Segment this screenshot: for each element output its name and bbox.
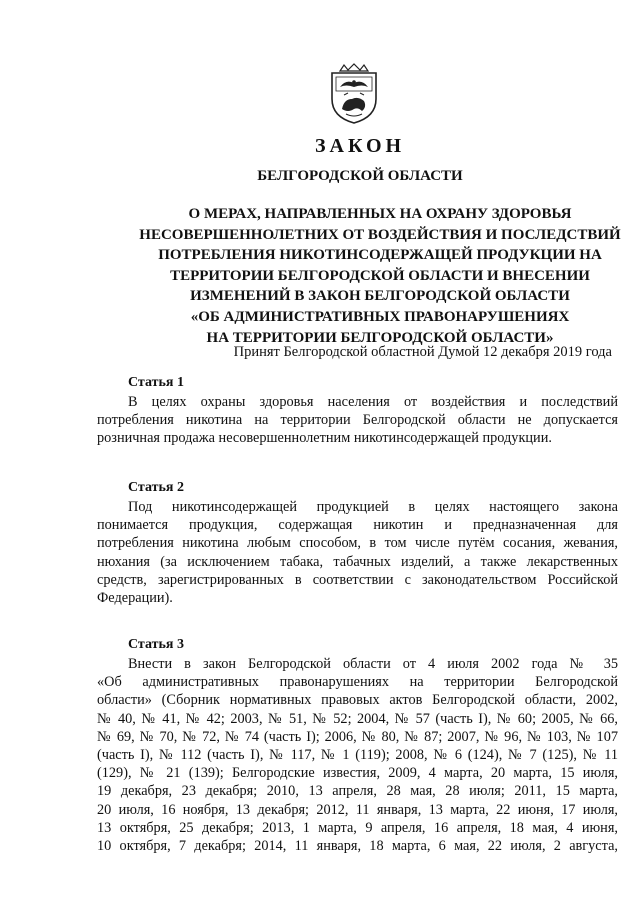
heading-line: ТЕРРИТОРИИ БЕЛГОРОДСКОЙ ОБЛАСТИ И ВНЕСЕНИИ	[170, 267, 590, 284]
article-2-body	[97, 498, 618, 607]
article-line: понимается продукция, содержащая никотин и предназначенная для	[97, 517, 618, 534]
article-line: «Об административных правонарушениях на территории Белгородской	[97, 674, 618, 691]
heading-line: ИЗМЕНЕНИЙ В ЗАКОН БЕЛГОРОДСКОЙ ОБЛАСТИ	[190, 288, 570, 305]
article-line: (часть I), № 112 (часть I), № 117, № 1 (119); 2008, № 6 (124), № 7 (125), № 11	[97, 747, 618, 764]
article-line: нюхания (за исключением табака, табачных изделий, а также лекарственных	[97, 553, 618, 570]
article-1-body	[97, 393, 618, 448]
article-line: Федерации).	[97, 590, 173, 607]
article-line: потребления никотина на территории Белгородской области не допускается	[97, 412, 618, 429]
article-3-body	[97, 655, 618, 855]
article-2-title: Статья 2	[128, 480, 184, 495]
article-line: В целях охраны здоровья населения от воздействия и последствий	[128, 394, 618, 410]
law-title: ЗАКОН	[314, 135, 406, 157]
article-line: № 69, № 70, № 72, № 74 (часть I); 2006, № 80, № 87; 2007, № 96, № 103, № 107	[97, 728, 618, 745]
article-line: области» (Сборник нормативных правовых актов Белгородской области, 2002,	[97, 692, 618, 709]
article-line: 19 декабря, 23 декабря; 2010, 13 апреля, 28 мая, 28 июля; 2011, 15 марта,	[97, 783, 618, 800]
article-1-title: Статья 1	[128, 375, 184, 390]
article-line: (129), № 21 (139); Белгородские известия, 2009, 4 марта, 20 марта, 15 июля,	[97, 765, 618, 782]
article-line: Под никотинсодержащей продукцией в целях настоящего закона	[128, 499, 618, 515]
article-3-title: Статья 3	[128, 637, 184, 652]
heading-line: ПОТРЕБЛЕНИЯ НИКОТИНСОДЕРЖАЩЕЙ ПРОДУКЦИИ НА	[158, 247, 602, 264]
heading-line: О МЕРАХ, НАПРАВЛЕННЫХ НА ОХРАНУ ЗДОРОВЬЯ	[188, 206, 572, 222]
heading-line: НЕСОВЕРШЕННОЛЕТНИХ ОТ ВОЗДЕЙСТВИЯ И ПОСЛЕДСТВИЙ	[139, 226, 621, 243]
article-line: 13 октября, 25 декабря; 2013, 1 марта, 9 апреля, 16 апреля, 18 мая, 4 июня,	[97, 819, 618, 836]
heading-line: «ОБ АДМИНИСТРАТИВНЫХ ПРАВОНАРУШЕНИЯХ	[190, 308, 570, 325]
article-line: потребления никотина любым способом, в том числе путём сосания, жевания,	[97, 535, 618, 552]
adoption-note: Принят Белгородской областной Думой 12 декабря 2019 года	[233, 344, 612, 360]
article-line: № 40, № 41, № 42; 2003, № 51, № 52; 2004, № 57 (часть I), № 60; 2005, № 66,	[97, 710, 618, 727]
heading-line: НА ТЕРРИТОРИИ БЕЛГОРОДСКОЙ ОБЛАСТИ»	[206, 329, 554, 346]
article-line: средств, зарегистрированных в соответствии с законодательством Российской	[97, 571, 618, 588]
article-line: розничная продажа несовершеннолетним никотинсодержащей продукции.	[97, 430, 552, 447]
coat-of-arms-icon	[326, 63, 382, 125]
article-line: 20 июля, 16 ноября, 13 декабря; 2012, 11 января, 13 марта, 22 июня, 17 июля,	[97, 801, 618, 818]
article-line: Внести в закон Белгородской области от 4 июля 2002 года № 35	[128, 656, 618, 672]
law-heading	[120, 204, 640, 348]
region-title: БЕЛГОРОДСКОЙ ОБЛАСТИ	[257, 168, 463, 184]
article-line: 10 октября, 7 декабря; 2014, 11 января, 18 марта, 6 мая, 22 июля, 2 августа,	[97, 838, 618, 855]
